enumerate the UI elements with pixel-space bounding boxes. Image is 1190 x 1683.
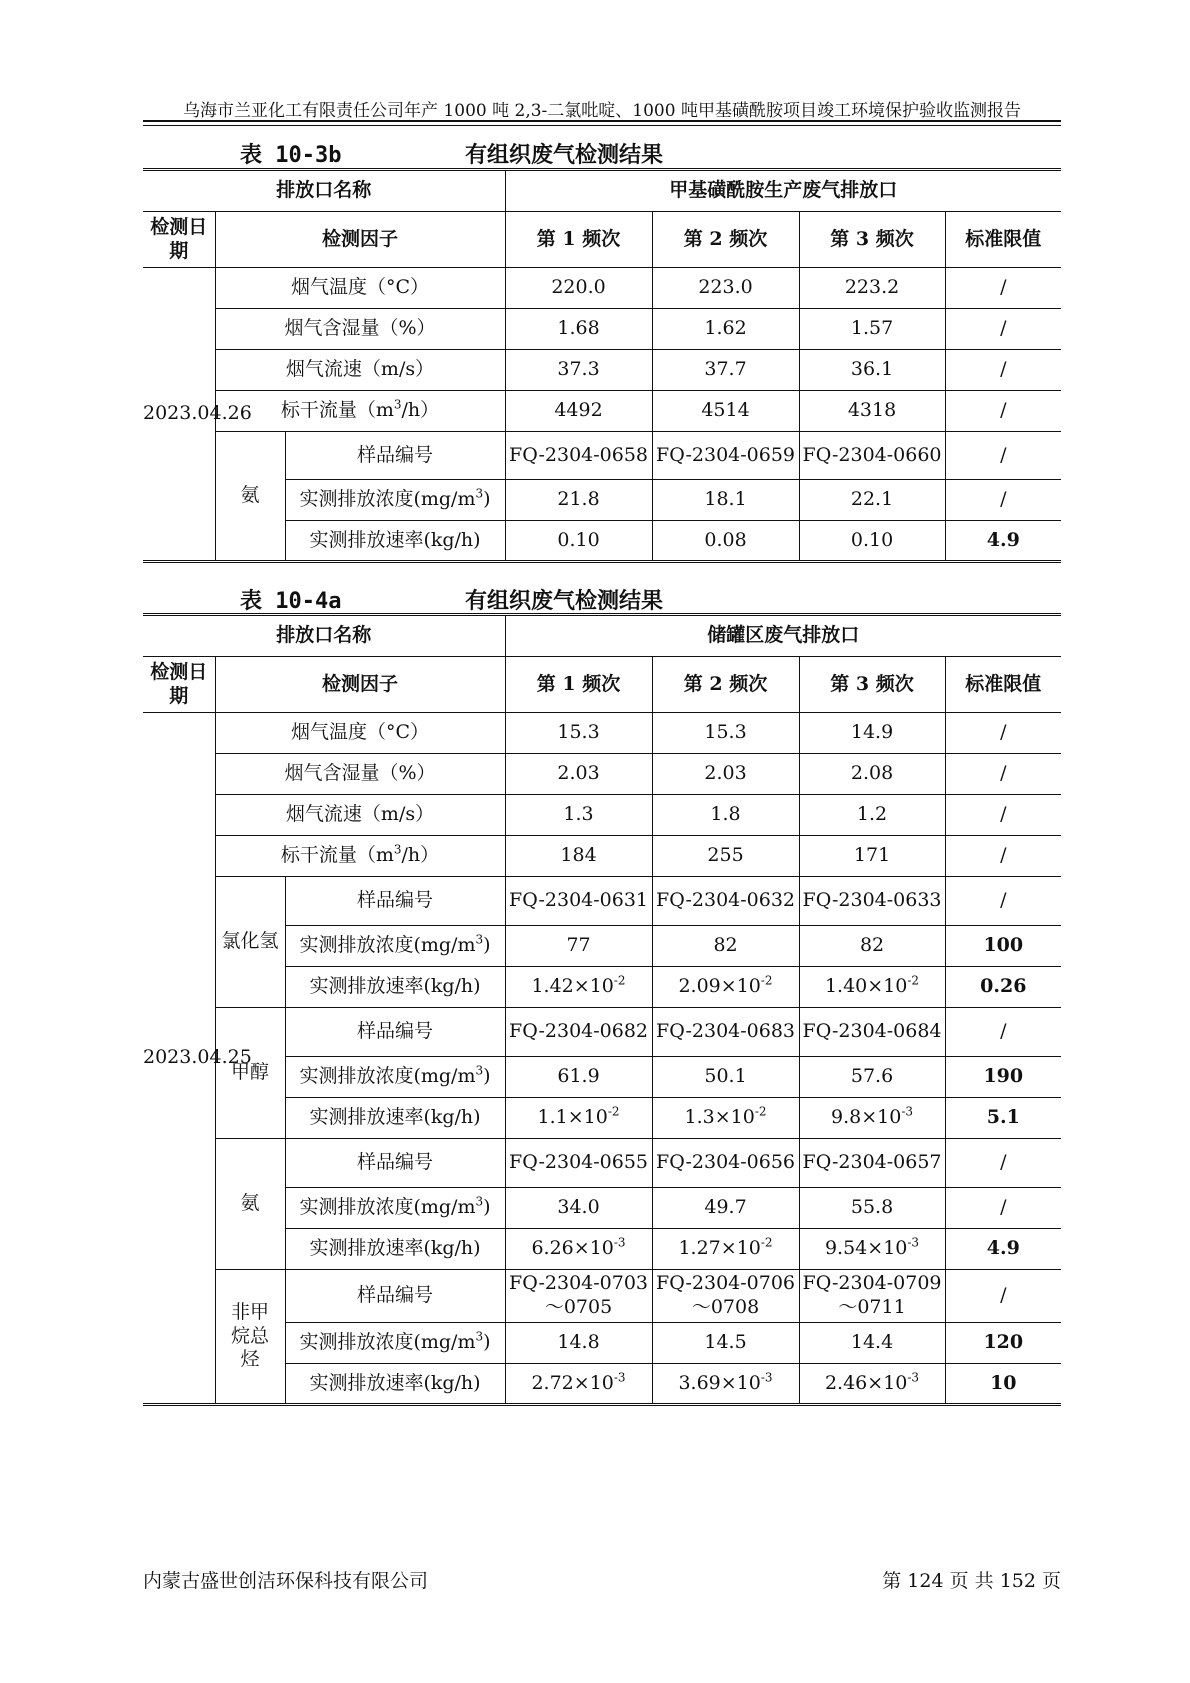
factor-cell: 烟气含湿量（%） [215,754,505,795]
value-cell: 1.8 [652,795,799,836]
col-freq2-header: 第 2 频次 [652,657,799,713]
rate-label-cell: 实测排放速率(kg/h) [285,967,505,1008]
sample-label-cell: 样品编号 [285,1139,505,1188]
value-cell: $3.69\times 10^{-3}$ [652,1364,799,1405]
col-freq3-header: 第 3 频次 [799,657,945,713]
value-cell: 171 [799,836,945,877]
table-row [143,1008,1061,1057]
value-cell: 0.08 [652,521,799,562]
group-name-cell: 氯化氢 [215,877,285,1008]
group-name-cell: 甲醇 [215,1008,285,1139]
conc-label-cell: 实测排放浓度$(mg/m^3)$ [285,1188,505,1229]
rate-label-cell: 实测排放速率(kg/h) [285,1229,505,1270]
limit-cell: / [945,836,1061,877]
value-cell: 0.10 [505,521,652,562]
limit-cell: / [945,1008,1061,1057]
factor-cell: 烟气流速（m/s） [215,795,505,836]
header-rule-thin [143,125,1061,126]
conc-label-cell: 实测排放浓度$(mg/m^3)$ [285,1057,505,1098]
table-row [143,391,1061,432]
sample-id-cell: FQ-2304-0658 [505,432,652,480]
value-cell: 4492 [505,391,652,432]
value-cell: 22.1 [799,480,945,521]
table-b-title: 有组织废气检测结果 [465,588,664,614]
limit-cell: 120 [945,1323,1061,1364]
col-factor-header: 检测因子 [215,657,505,713]
col-limit-header: 标准限值 [945,212,1061,268]
rate-label-cell: 实测排放速率(kg/h) [285,1098,505,1139]
value-cell: 2.03 [652,754,799,795]
table-b-number: 表 10-4a [240,589,342,614]
value-cell: 37.7 [652,350,799,391]
limit-cell: / [945,713,1061,754]
value-cell: 2.08 [799,754,945,795]
sample-id-cell: FQ-2304-0706～0708 [652,1270,799,1323]
col-freq3-header: 第 3 频次 [799,212,945,268]
value-cell: 184 [505,836,652,877]
limit-cell: / [945,350,1061,391]
value-cell: 2.03 [505,754,652,795]
value-cell: 49.7 [652,1188,799,1229]
table-a-outlet-row [143,170,1061,212]
value-cell: 14.5 [652,1323,799,1364]
sample-label-cell: 样品编号 [285,432,505,480]
col-freq1-header: 第 1 频次 [505,657,652,713]
table-b-header-row [143,657,1061,713]
col-factor-header: 检测因子 [215,212,505,268]
rate-label-cell: 实测排放速率(kg/h) [285,521,505,562]
table-row [143,713,1061,754]
conc-label-cell: 实测排放浓度$(mg/m^3)$ [285,926,505,967]
sample-id-cell: FQ-2304-0709～0711 [799,1270,945,1323]
date-cell: 2023.04.26 [143,268,215,562]
value-cell: $9.54\times 10^{-3}$ [799,1229,945,1270]
value-cell: $9.8\times 10^{-3}$ [799,1098,945,1139]
col-limit-header: 标准限值 [945,657,1061,713]
limit-cell: 4.9 [945,521,1061,562]
sample-id-cell: FQ-2304-0631 [505,877,652,926]
table-row [143,1139,1061,1188]
footer-company: 内蒙古盛世创洁环保科技有限公司 [143,1570,429,1592]
table-row [143,1270,1061,1323]
sample-id-cell: FQ-2304-0632 [652,877,799,926]
limit-cell: / [945,480,1061,521]
limit-cell: / [945,268,1061,309]
value-cell: 55.8 [799,1188,945,1229]
value-cell: 18.1 [652,480,799,521]
value-cell: 4318 [799,391,945,432]
value-cell: 14.8 [505,1323,652,1364]
sample-id-cell: FQ-2304-0656 [652,1139,799,1188]
value-cell: 36.1 [799,350,945,391]
sample-label-cell: 样品编号 [285,877,505,926]
table-row [143,754,1061,795]
sample-id-cell: FQ-2304-0684 [799,1008,945,1057]
table-a [143,168,1061,563]
value-cell: 37.3 [505,350,652,391]
value-cell: 15.3 [505,713,652,754]
table-b [143,613,1061,1406]
table-row [143,350,1061,391]
col-freq2-header: 第 2 频次 [652,212,799,268]
limit-cell: / [945,309,1061,350]
table-row [143,795,1061,836]
rate-label-cell: 实测排放速率(kg/h) [285,1364,505,1405]
limit-cell: 190 [945,1057,1061,1098]
sample-id-cell: FQ-2304-0682 [505,1008,652,1057]
value-cell: 34.0 [505,1188,652,1229]
sample-label-cell: 样品编号 [285,1008,505,1057]
footer-page-number: 第 124 页 共 152 页 [882,1570,1061,1592]
value-cell: $2.72\times 10^{-3}$ [505,1364,652,1405]
conc-label-cell: 实测排放浓度$(mg/m^3)$ [285,480,505,521]
value-cell: 1.68 [505,309,652,350]
report-header: 乌海市兰亚化工有限责任公司年产 1000 吨 2,3-二氯吡啶、1000 吨甲基磺酰胺项目竣工环境保护验收监测报告 [183,101,1021,121]
table-row [143,309,1061,350]
factor-cell: 烟气流速（m/s） [215,350,505,391]
value-cell: 50.1 [652,1057,799,1098]
date-cell: 2023.04.25 [143,713,215,1405]
sample-id-cell: FQ-2304-0655 [505,1139,652,1188]
table-a-number: 表 10-3b [240,143,342,168]
limit-cell: 5.1 [945,1098,1061,1139]
value-cell: 1.2 [799,795,945,836]
sample-id-cell: FQ-2304-0683 [652,1008,799,1057]
sample-id-cell: FQ-2304-0703～0705 [505,1270,652,1323]
value-cell: 1.62 [652,309,799,350]
value-cell: $1.40\times 10^{-2}$ [799,967,945,1008]
value-cell: 14.9 [799,713,945,754]
factor-cell: 烟气含湿量（%） [215,309,505,350]
outlet-value: 储罐区废气排放口 [505,615,1061,657]
limit-cell: / [945,754,1061,795]
table-row [143,836,1061,877]
value-cell: $1.42\times 10^{-2}$ [505,967,652,1008]
value-cell: 15.3 [652,713,799,754]
sample-label-cell: 样品编号 [285,1270,505,1323]
col-date-header: 检测日期 [143,212,215,268]
value-cell: 220.0 [505,268,652,309]
limit-cell: 0.26 [945,967,1061,1008]
value-cell: 1.57 [799,309,945,350]
limit-cell: 100 [945,926,1061,967]
value-cell: $2.09\times 10^{-2}$ [652,967,799,1008]
sample-id-cell: FQ-2304-0659 [652,432,799,480]
group-name-cell: 氨 [215,1139,285,1270]
limit-cell: / [945,1270,1061,1323]
value-cell: 14.4 [799,1323,945,1364]
value-cell: 0.10 [799,521,945,562]
limit-cell: / [945,432,1061,480]
value-cell: 1.3 [505,795,652,836]
table-row [143,432,1061,480]
factor-cell: 烟气温度（°C） [215,268,505,309]
value-cell: 223.0 [652,268,799,309]
value-cell: 21.8 [505,480,652,521]
limit-cell: 4.9 [945,1229,1061,1270]
value-cell: 4514 [652,391,799,432]
value-cell: 82 [652,926,799,967]
factor-cell: 标干流量$(m^3/h)$ [215,836,505,877]
value-cell: $6.26\times 10^{-3}$ [505,1229,652,1270]
group-name-cell: 氨 [215,432,285,562]
outlet-value: 甲基磺酰胺生产废气排放口 [505,170,1061,212]
conc-label-cell: 实测排放浓度$(mg/m^3)$ [285,1323,505,1364]
limit-cell: / [945,1188,1061,1229]
value-cell: $2.46\times 10^{-3}$ [799,1364,945,1405]
limit-cell: / [945,795,1061,836]
header-rule [143,120,1061,122]
outlet-label: 排放口名称 [143,615,505,657]
value-cell: 255 [652,836,799,877]
table-row [143,268,1061,309]
sample-id-cell: FQ-2304-0660 [799,432,945,480]
table-a-title: 有组织废气检测结果 [465,142,664,168]
limit-cell: / [945,877,1061,926]
factor-cell: 烟气温度（°C） [215,713,505,754]
col-freq1-header: 第 1 频次 [505,212,652,268]
value-cell: 82 [799,926,945,967]
factor-cell: 标干流量$(m^3/h)$ [215,391,505,432]
value-cell: $1.3\times 10^{-2}$ [652,1098,799,1139]
sample-id-cell: FQ-2304-0633 [799,877,945,926]
value-cell: $1.1\times 10^{-2}$ [505,1098,652,1139]
value-cell: 61.9 [505,1057,652,1098]
limit-cell: / [945,1139,1061,1188]
table-a-header-row [143,212,1061,268]
value-cell: 57.6 [799,1057,945,1098]
value-cell: 223.2 [799,268,945,309]
limit-cell: 10 [945,1364,1061,1405]
sample-id-cell: FQ-2304-0657 [799,1139,945,1188]
value-cell: $1.27\times 10^{-2}$ [652,1229,799,1270]
value-cell: 77 [505,926,652,967]
outlet-label: 排放口名称 [143,170,505,212]
col-date-header: 检测日期 [143,657,215,713]
table-row [143,877,1061,926]
table-b-outlet-row [143,615,1061,657]
group-name-cell: 非甲烷总烃 [215,1270,285,1405]
limit-cell: / [945,391,1061,432]
